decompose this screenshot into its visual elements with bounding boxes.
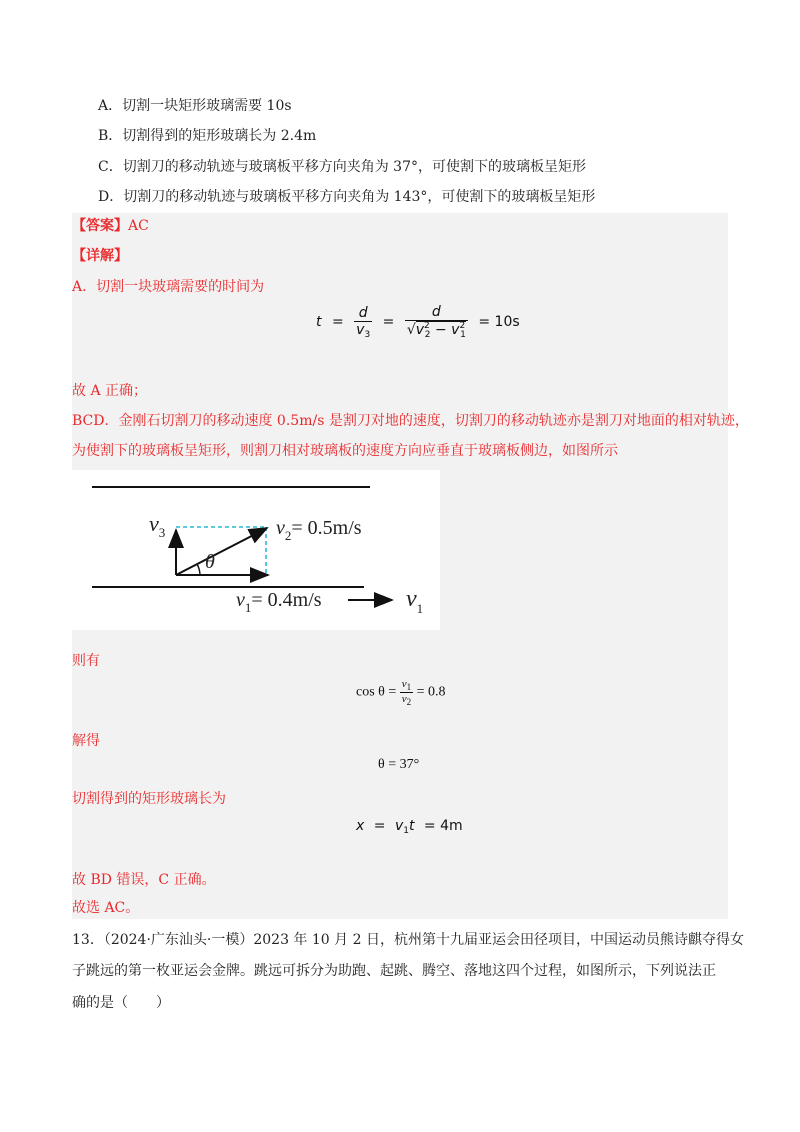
v1-label: $v_1= 0.4m/s$ <box>236 589 322 615</box>
length-intro: 切割得到的矩形玻璃长为 <box>72 791 226 807</box>
v1-direction-label: $v_1$ <box>406 586 424 616</box>
detail-label: 【详解】 <box>72 248 128 264</box>
theta-label: θ <box>205 551 215 573</box>
v2-label: $v_2= 0.5m/s$ <box>276 517 362 543</box>
eq1-frac2: $\frac{d}{√v^2_2 - v^2_1}$ <box>406 304 466 340</box>
eq1-frac1: $\frac{d}{v_3}$ <box>356 304 371 340</box>
answer-value: AC <box>128 218 149 234</box>
question-13-line-1: 13．（2024·广东汕头·一模）2023 年 10 月 2 日，杭州第十九届亚运会田径项目，中国运动员熊诗麒夺得女 <box>72 932 744 948</box>
eq2-frac: $\frac{v_1}{v_2}$ <box>401 678 412 707</box>
eq1-rhs: = 10s <box>478 314 520 330</box>
then-have: 则有 <box>72 653 100 669</box>
v3-label: $v_3$ <box>149 511 166 540</box>
question-13-line-3: 确的是（ ） <box>72 995 170 1011</box>
bd-result: 故 BD 错误，C 正确。 <box>72 872 216 888</box>
bcd-line-2: 为使割下的玻璃板呈矩形，则割刀相对玻璃板的速度方向应垂直于玻璃板侧边，如图所示 <box>72 443 618 459</box>
eq1-equals-2: = <box>382 314 395 330</box>
a-intro: A．切割一块玻璃需要的时间为 <box>72 279 265 295</box>
equation-time <box>316 304 520 340</box>
eq1-equals: = <box>331 314 344 330</box>
equation-length: $x = v_1t = 4m$ <box>356 818 463 836</box>
bcd-line-1: BCD．金刚石切割刀的移动速度 0.5m/s 是割刀对地的速度，切割刀的移动轨迹亦是割刀对地面的相对轨迹， <box>72 413 749 429</box>
option-b: B．切割得到的矩形玻璃长为 2.4m <box>98 128 317 144</box>
option-d: D．切割刀的移动轨迹与玻璃板平移方向夹角为 143°，可使割下的玻璃板呈矩形 <box>98 189 596 205</box>
eq1-lhs: t <box>316 314 322 330</box>
option-c: C．切割刀的移动轨迹与玻璃板平移方向夹角为 37°，可使割下的玻璃板呈矩形 <box>98 159 586 175</box>
theta-arc <box>197 564 200 575</box>
answer-label: 【答案】 <box>72 218 128 234</box>
a-result: 故 A 正确； <box>72 383 148 399</box>
answer-line <box>72 216 149 236</box>
equation-cos: cos θ = $\frac{v_1}{v_2}$ = 0.8 <box>356 678 446 707</box>
final-answer: 故选 AC。 <box>72 900 140 916</box>
solve-label: 解得 <box>72 733 100 749</box>
option-a: A．切割一块矩形玻璃需要 10s <box>98 98 292 114</box>
question-13-line-2: 子跳远的第一枚亚运会金牌。跳远可拆分为助跑、起跳、腾空、落地这四个过程，如图所示，下列说法正 <box>72 963 716 979</box>
equation-theta: θ = 37° <box>378 757 420 772</box>
v2-arrow <box>176 528 267 575</box>
velocity-diagram <box>72 470 440 630</box>
